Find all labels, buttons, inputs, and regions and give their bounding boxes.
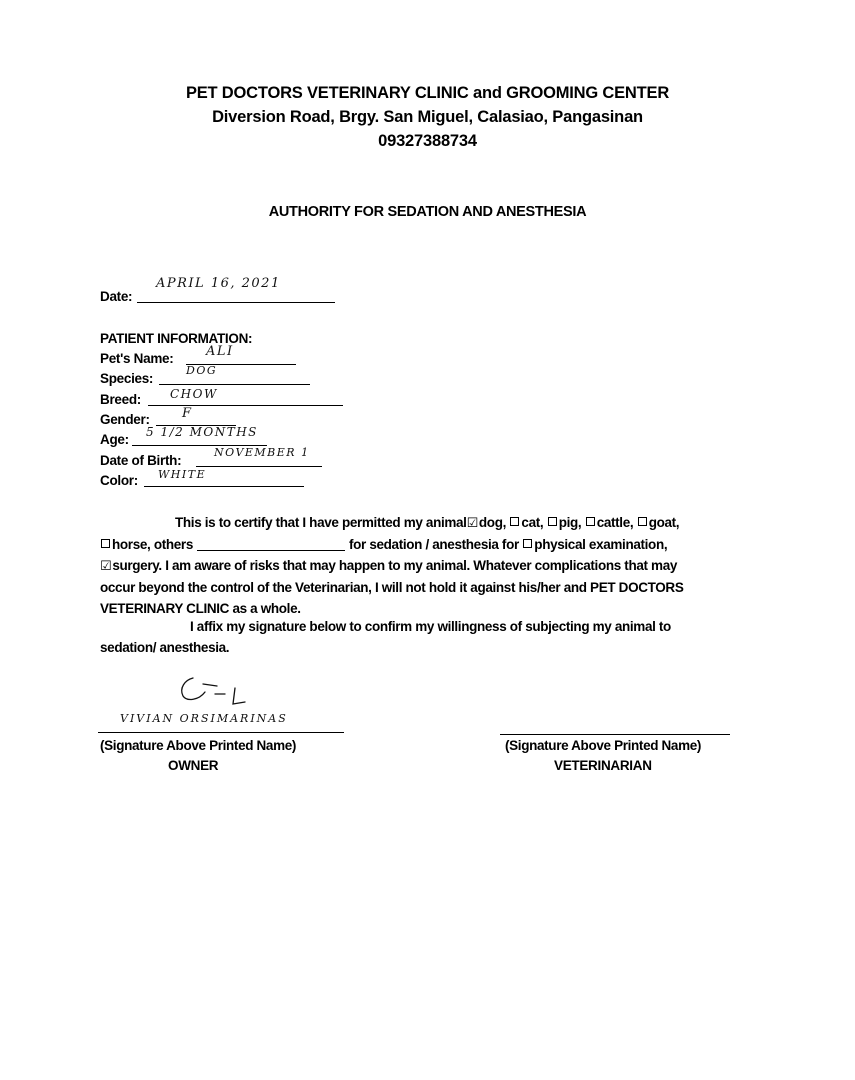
owner-signature-scribble xyxy=(165,674,255,714)
others-blank-field[interactable] xyxy=(197,550,345,551)
owner-printed-name: VIVIAN ORSIMARINAS xyxy=(120,712,288,725)
physical-exam-checkbox[interactable] xyxy=(523,539,532,548)
cat-checkbox[interactable] xyxy=(510,517,519,526)
vet-signature-caption: (Signature Above Printed Name) xyxy=(505,738,702,753)
dob-value: NOVEMBER 1 xyxy=(214,446,310,459)
dob-field xyxy=(100,453,181,468)
gender-label: Gender: xyxy=(100,412,150,427)
age-label: Age: xyxy=(100,432,129,447)
date-value: APRIL 16, 2021 xyxy=(156,276,281,291)
horse-checkbox[interactable] xyxy=(101,539,110,548)
option-surgery-label: surgery. xyxy=(112,558,162,573)
option-physical-label: physical examination, xyxy=(534,537,668,552)
pet-name-value: ALI xyxy=(206,344,234,359)
consent-line-5: VETERINARY CLINIC as a whole. xyxy=(100,601,301,616)
consent-risks-text: I am aware of risks that may happen to my animal. Whatever complications that may xyxy=(165,558,678,573)
option-goat-label: goat, xyxy=(648,515,680,530)
dog-checkmark-icon: ☑ xyxy=(466,516,478,531)
dob-underline xyxy=(196,466,322,467)
consent-paragraph xyxy=(100,512,756,619)
clinic-name: PET DOCTORS VETERINARY CLINIC and GROOMING CENTER xyxy=(185,84,670,102)
owner-signature-line xyxy=(98,732,344,733)
breed-field xyxy=(100,392,141,407)
option-cat-label: cat, xyxy=(521,515,544,530)
dob-label: Date of Birth: xyxy=(100,453,182,468)
consent-purpose-text: for sedation / anesthesia for xyxy=(348,537,519,552)
species-field xyxy=(100,371,153,386)
pig-checkbox[interactable] xyxy=(548,517,557,526)
affix-paragraph xyxy=(100,616,756,658)
color-field xyxy=(100,473,138,488)
breed-value: CHOW xyxy=(170,387,218,401)
form-title: AUTHORITY FOR SEDATION AND ANESTHESIA xyxy=(268,204,587,220)
age-field xyxy=(100,432,129,447)
surgery-checkmark-icon: ☑ xyxy=(100,559,112,574)
cattle-checkbox[interactable] xyxy=(586,517,595,526)
consent-line-4: occur beyond the control of the Veterinarian, I will not hold it against his/her and PET DOCTORS xyxy=(100,580,684,595)
vet-role-label: VETERINARIAN xyxy=(554,758,652,773)
pet-name-label: Pet's Name: xyxy=(100,351,174,366)
affix-line-1: I affix my signature below to confirm my willingness of subjecting my animal to xyxy=(190,619,671,634)
date-field xyxy=(100,289,132,304)
color-value: WHITE xyxy=(158,468,207,481)
option-cattle-label: cattle, xyxy=(596,515,634,530)
species-underline xyxy=(159,384,310,385)
option-pig-label: pig, xyxy=(558,515,582,530)
color-underline xyxy=(144,486,304,487)
option-dog-label: dog, xyxy=(478,515,506,530)
breed-label: Breed: xyxy=(100,392,141,407)
vet-signature-line xyxy=(500,734,730,735)
patient-info-heading: PATIENT INFORMATION: xyxy=(100,331,253,346)
clinic-phone: 09327388734 xyxy=(378,132,477,150)
date-underline xyxy=(137,302,335,303)
affix-line-2: sedation/ anesthesia. xyxy=(100,640,230,655)
gender-value: F xyxy=(182,406,193,421)
clinic-address: Diversion Road, Brgy. San Miguel, Calasiao, Pangasinan xyxy=(212,108,643,126)
consent-intro: This is to certify that I have permitted my animal xyxy=(175,515,467,530)
gender-field xyxy=(100,412,150,427)
date-label: Date: xyxy=(100,289,133,304)
option-horse-others-label: horse, others xyxy=(112,537,193,552)
color-label: Color: xyxy=(100,473,138,488)
species-value: DOG xyxy=(186,364,218,377)
goat-checkbox[interactable] xyxy=(638,517,647,526)
breed-underline xyxy=(148,405,343,406)
age-value: 5 1/2 MONTHS xyxy=(146,425,258,439)
species-label: Species: xyxy=(100,371,154,386)
owner-role-label: OWNER xyxy=(168,758,219,773)
owner-signature-caption: (Signature Above Printed Name) xyxy=(100,738,297,753)
pet-name-field xyxy=(100,351,173,366)
